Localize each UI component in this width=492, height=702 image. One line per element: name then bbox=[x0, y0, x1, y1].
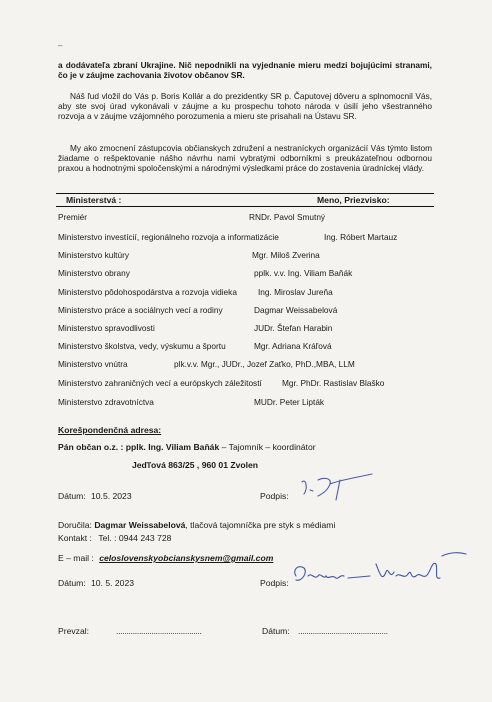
table-row-ministry: Ministerstvo práce a sociálnych vecí a rodiny bbox=[58, 305, 223, 315]
contact-line bbox=[58, 533, 171, 543]
correspondence-address: Jeďľová 863/25 , 960 01 Zvolen bbox=[132, 460, 259, 470]
table-row-ministry: Ministerstvo zdravotníctva bbox=[58, 397, 154, 407]
delivery-label: Doručila: bbox=[58, 520, 92, 530]
table-row-ministry: Ministerstvo obrany bbox=[58, 268, 130, 278]
table-header-rule bbox=[56, 206, 434, 207]
table-row-person: Ing. Miroslav Jureňa bbox=[258, 287, 333, 297]
table-row-ministry: Ministerstvo spravodlivosti bbox=[58, 323, 155, 333]
delivery-name: Dagmar Weissabelová bbox=[94, 520, 186, 530]
correspondence-line bbox=[58, 442, 316, 452]
table-header-names: Meno, Priezvisko: bbox=[317, 195, 390, 205]
table-row-ministry: Ministerstvo školstva, vedy, výskumu a športu bbox=[58, 341, 226, 351]
intro-paragraph-2: Náš ľud vložil do Vás p. Boris Kollár a do prezidentky SR p. Čaputovej dôveru a splnomocnil Vás, aby ste svoj úrad vykonávali v záujme a ku prospechu tohoto národa v úsilí jeho všestranného rozvoja a v záujme vzájomného porozumenia a mieru ste prisahali na Ústavu SR. bbox=[58, 91, 432, 122]
table-row-ministry: Ministerstvo vnútra bbox=[58, 359, 128, 369]
correspondence-heading: Korešpondenčná adresa: bbox=[58, 425, 162, 435]
date-label-1: Dátum: bbox=[58, 491, 86, 501]
delivery-line bbox=[58, 520, 335, 530]
date-label-2: Dátum: bbox=[58, 578, 86, 588]
table-top-rule bbox=[56, 193, 434, 194]
table-row-ministry: Ministerstvo investícií, regionálneho rozvoja a informatizácie bbox=[58, 232, 279, 242]
receipt-date-label: Dátum: bbox=[262, 626, 290, 636]
table-row-person: Mgr. Adriana Kráľová bbox=[254, 341, 332, 351]
table-row-person: Mgr. PhDr. Rastislav Blaško bbox=[282, 378, 385, 388]
date-value-2: 10. 5. 2023 bbox=[91, 578, 135, 588]
correspondence-role: – Tajomník – koordinátor bbox=[219, 442, 316, 452]
email-label: E – mail : bbox=[58, 553, 94, 563]
table-row-person: pplk. v.v. Ing. Viliam Baňák bbox=[254, 268, 353, 278]
signature-label-1: Podpis: bbox=[260, 491, 289, 501]
page-mark: – bbox=[58, 41, 63, 50]
delivery-role: , tlačová tajomníčka pre styk s médiami bbox=[185, 520, 336, 530]
table-row-person: Mgr. Miloš Zverina bbox=[252, 250, 320, 260]
signature-label-2: Podpis: bbox=[260, 578, 289, 588]
date-value-1: 10.5. 2023 bbox=[91, 491, 132, 501]
prevzal-label: Prevzal: bbox=[58, 626, 90, 636]
table-row-person: Ing. Róbert Martauz bbox=[324, 232, 398, 242]
contact-label: Kontakt : bbox=[58, 533, 92, 543]
table-row-person: RNDr. Pavol Smutný bbox=[249, 212, 326, 222]
contact-phone: Tel. : 0944 243 728 bbox=[98, 533, 172, 543]
email-line bbox=[58, 553, 273, 563]
table-row-person: Dagmar Weissabelová bbox=[254, 305, 338, 315]
table-row-ministry: Premiér bbox=[58, 212, 88, 222]
table-row-person: MUDr. Peter Lipták bbox=[254, 397, 325, 407]
intro-paragraph-3: My ako zmocnení zástupcovia občianskych združení a nestraníckych organizácií Vás týmto listom žiadame o rešpektovanie nášho návrhu nami vybratými odborníkmi s preukázateľnou odbornou praxou a hodnotnými spoločenskými a národnými výsledkami práce do zostavenia úradníckej vlády. bbox=[58, 143, 432, 174]
intro-bold-paragraph: a dodávateľa zbraní Ukrajine. Nič nepodnikli na vyjednanie mieru medzi bojujúcimi stranami, čo je v záujme zachovania životov občanov SR. bbox=[58, 60, 432, 81]
email-link[interactable]: celoslovenskyobcianskysnem@gmail.com bbox=[99, 553, 274, 563]
table-header-ministries: Ministerstvá : bbox=[66, 195, 122, 205]
prevzal-dots: ......................................... bbox=[116, 626, 202, 636]
handwritten-signature-2 bbox=[290, 550, 470, 592]
table-row-person: plk.v.v. Mgr., JUDr., Jozef Zaťko, PhD.,MBA, LLM bbox=[174, 359, 355, 369]
correspondence-name: Pán občan o.z. : pplk. Ing. Viliam Baňák bbox=[58, 442, 220, 452]
table-row-ministry: Ministerstvo pôdohospodárstva a rozvoja vidieka bbox=[58, 287, 237, 297]
handwritten-signature-1 bbox=[296, 470, 376, 502]
table-row-ministry: Ministerstvo zahraničných vecí a európskych záležitostí bbox=[58, 378, 262, 388]
receipt-date-dots: ........................................... bbox=[298, 626, 388, 636]
table-row-ministry: Ministerstvo kultúry bbox=[58, 250, 130, 260]
table-row-person: JUDr. Štefan Harabin bbox=[254, 323, 333, 333]
